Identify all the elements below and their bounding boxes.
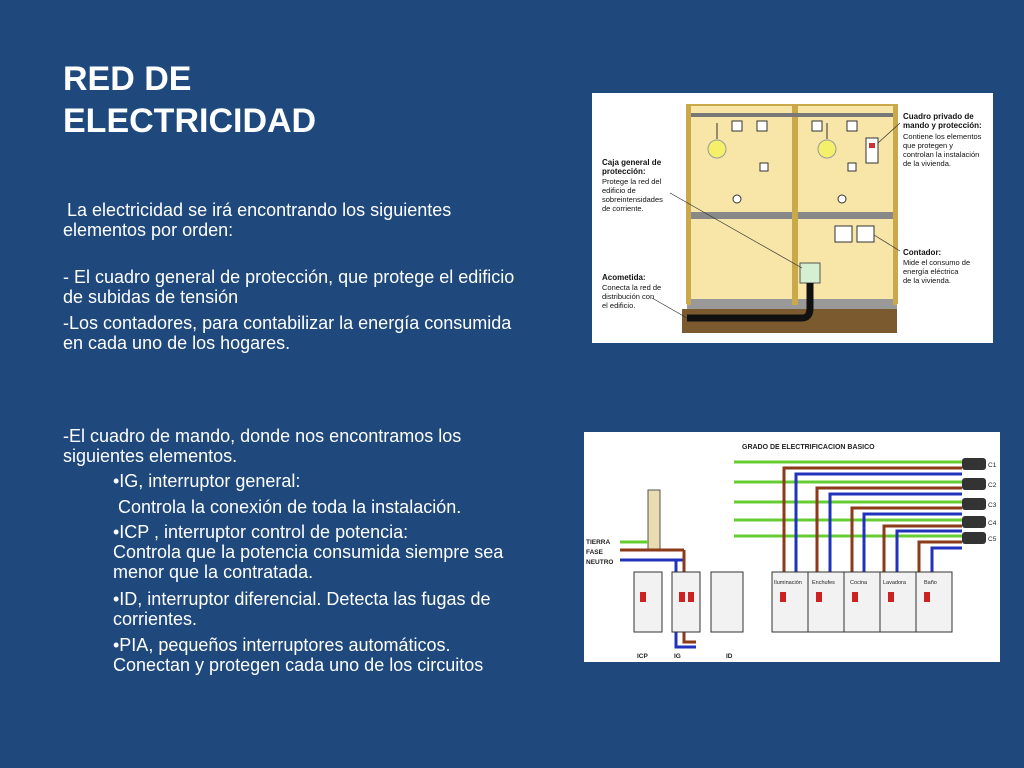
pia-label-lavadora: Lavadora xyxy=(883,580,906,586)
item-cuadro-line-2: siguientes elementos. xyxy=(63,446,238,466)
intro-paragraph xyxy=(63,200,563,240)
label-tierra: TIERRA xyxy=(586,539,611,546)
bullet-id-line-1: •ID, interruptor diferencial. Detecta las fugas de xyxy=(113,589,491,609)
bullet-id-line-2: corrientes. xyxy=(113,609,198,629)
contador-desc-3: de la vivienda. xyxy=(903,276,951,285)
caja-desc-4: de corriente. xyxy=(602,204,644,213)
item-cgp xyxy=(63,267,563,307)
bullet-icp-desc-1: Controla que la potencia consumida siempre sea xyxy=(113,542,504,562)
cuadro-desc-2: que protegen y xyxy=(903,141,954,150)
pia-label-iluminacion: Iluminación xyxy=(774,580,802,586)
building-installation-diagram xyxy=(592,93,993,343)
circuit-label-c2: C2 xyxy=(988,482,997,489)
label-ig: IG xyxy=(674,653,681,660)
bullet-ig-title: •IG, interruptor general: xyxy=(113,471,301,491)
title-line-2: ELECTRICIDAD xyxy=(63,102,317,140)
caja-desc-1: Protege la red del xyxy=(602,177,662,186)
meter-icon xyxy=(857,226,874,242)
contador-desc-1: Mide el consumo de xyxy=(903,258,971,267)
circuit-label-c3: C3 xyxy=(988,502,997,509)
panel-wiring-diagram xyxy=(584,432,1000,662)
item-cuadro-mando xyxy=(63,426,563,466)
label-id: ID xyxy=(726,653,733,660)
panel-diagram-title: GRADO DE ELECTRIFICACION BASICO xyxy=(742,444,875,451)
circuit-label-c4: C4 xyxy=(988,520,997,527)
bullet-id xyxy=(113,589,553,629)
contador-desc-2: energía eléctrica xyxy=(903,267,959,276)
label-neutro: NEUTRO xyxy=(586,559,614,566)
bullet-pia xyxy=(113,635,553,675)
intro-line-1: La electricidad se irá encontrando los siguientes xyxy=(67,200,452,220)
bullet-icp xyxy=(113,522,553,582)
caja-title-1: Caja general de xyxy=(602,158,662,167)
caja-desc-2: edificio de xyxy=(602,186,636,195)
circuit-label-c5: C5 xyxy=(988,536,997,543)
acometida-title: Acometida: xyxy=(602,273,646,282)
ig-module xyxy=(672,572,700,632)
caja-desc-3: sobreintensidades xyxy=(602,195,663,204)
bullet-icp-desc-2: menor que la contratada. xyxy=(113,562,314,582)
item-cuadro-line-1: -El cuadro de mando, donde nos encontramos los xyxy=(63,426,462,446)
acometida-desc-3: el edificio. xyxy=(602,301,636,310)
id-module xyxy=(711,572,743,632)
label-fase: FASE xyxy=(586,549,603,556)
acometida-desc-1: Conecta la red de xyxy=(602,283,662,292)
intro-line-2: elementos por orden: xyxy=(63,220,234,240)
pia-label-enchufes: Enchufes xyxy=(812,580,835,586)
caja-title-2: protección: xyxy=(602,167,646,176)
light-bulb-icon xyxy=(818,140,836,158)
acometida-desc-2: distribución con xyxy=(602,292,655,301)
item-contadores-line-1: -Los contadores, para contabilizar la energía consumida xyxy=(63,313,512,333)
pia-label-cocina: Cocina xyxy=(850,580,868,586)
cuadro-title-2: mando y protección: xyxy=(903,121,982,130)
contador-title: Contador: xyxy=(903,248,942,257)
panel-diagram-svg xyxy=(584,432,1000,662)
circuit-cable-end xyxy=(962,478,986,490)
cuadro-desc-4: de la vivienda. xyxy=(903,159,951,168)
icp-module xyxy=(634,572,662,632)
item-cgp-line-1: - El cuadro general de protección, que protege el edificio xyxy=(63,267,515,287)
pia-label-bano: Baño xyxy=(924,580,937,586)
circuit-cable-end xyxy=(962,532,986,544)
item-contadores-line-2: en cada uno de los hogares. xyxy=(63,333,291,353)
label-icp: ICP xyxy=(637,653,648,660)
ground-bar xyxy=(648,490,660,550)
item-contadores xyxy=(63,313,563,353)
light-bulb-icon xyxy=(708,140,726,158)
circuit-cable-end xyxy=(962,498,986,510)
bullet-ig xyxy=(113,471,553,491)
circuit-label-c1: C1 xyxy=(988,462,997,469)
private-panel-icon xyxy=(866,138,878,163)
building-diagram-svg xyxy=(592,93,993,343)
protection-box-icon xyxy=(800,263,820,283)
cuadro-desc-1: Contiene los elementos xyxy=(903,132,982,141)
circuit-cable-end xyxy=(962,516,986,528)
meter-icon xyxy=(835,226,852,242)
bullet-pia-line-1: •PIA, pequeños interruptores automáticos. xyxy=(113,635,451,655)
slide-title xyxy=(63,58,316,142)
circuit-cable-end xyxy=(962,458,986,470)
title-line-1: RED DE xyxy=(63,60,192,98)
cuadro-desc-3: controlan la instalación xyxy=(903,150,980,159)
bullet-ig-desc-block xyxy=(118,497,558,517)
bullet-icp-title: •ICP , interruptor control de potencia: xyxy=(113,522,409,542)
item-cgp-line-2: de subidas de tensión xyxy=(63,287,239,307)
cuadro-title-1: Cuadro privado de xyxy=(903,112,974,121)
bullet-pia-line-2: Conectan y protegen cada uno de los circuitos xyxy=(113,655,484,675)
bullet-ig-desc: Controla la conexión de toda la instalación. xyxy=(118,497,462,517)
